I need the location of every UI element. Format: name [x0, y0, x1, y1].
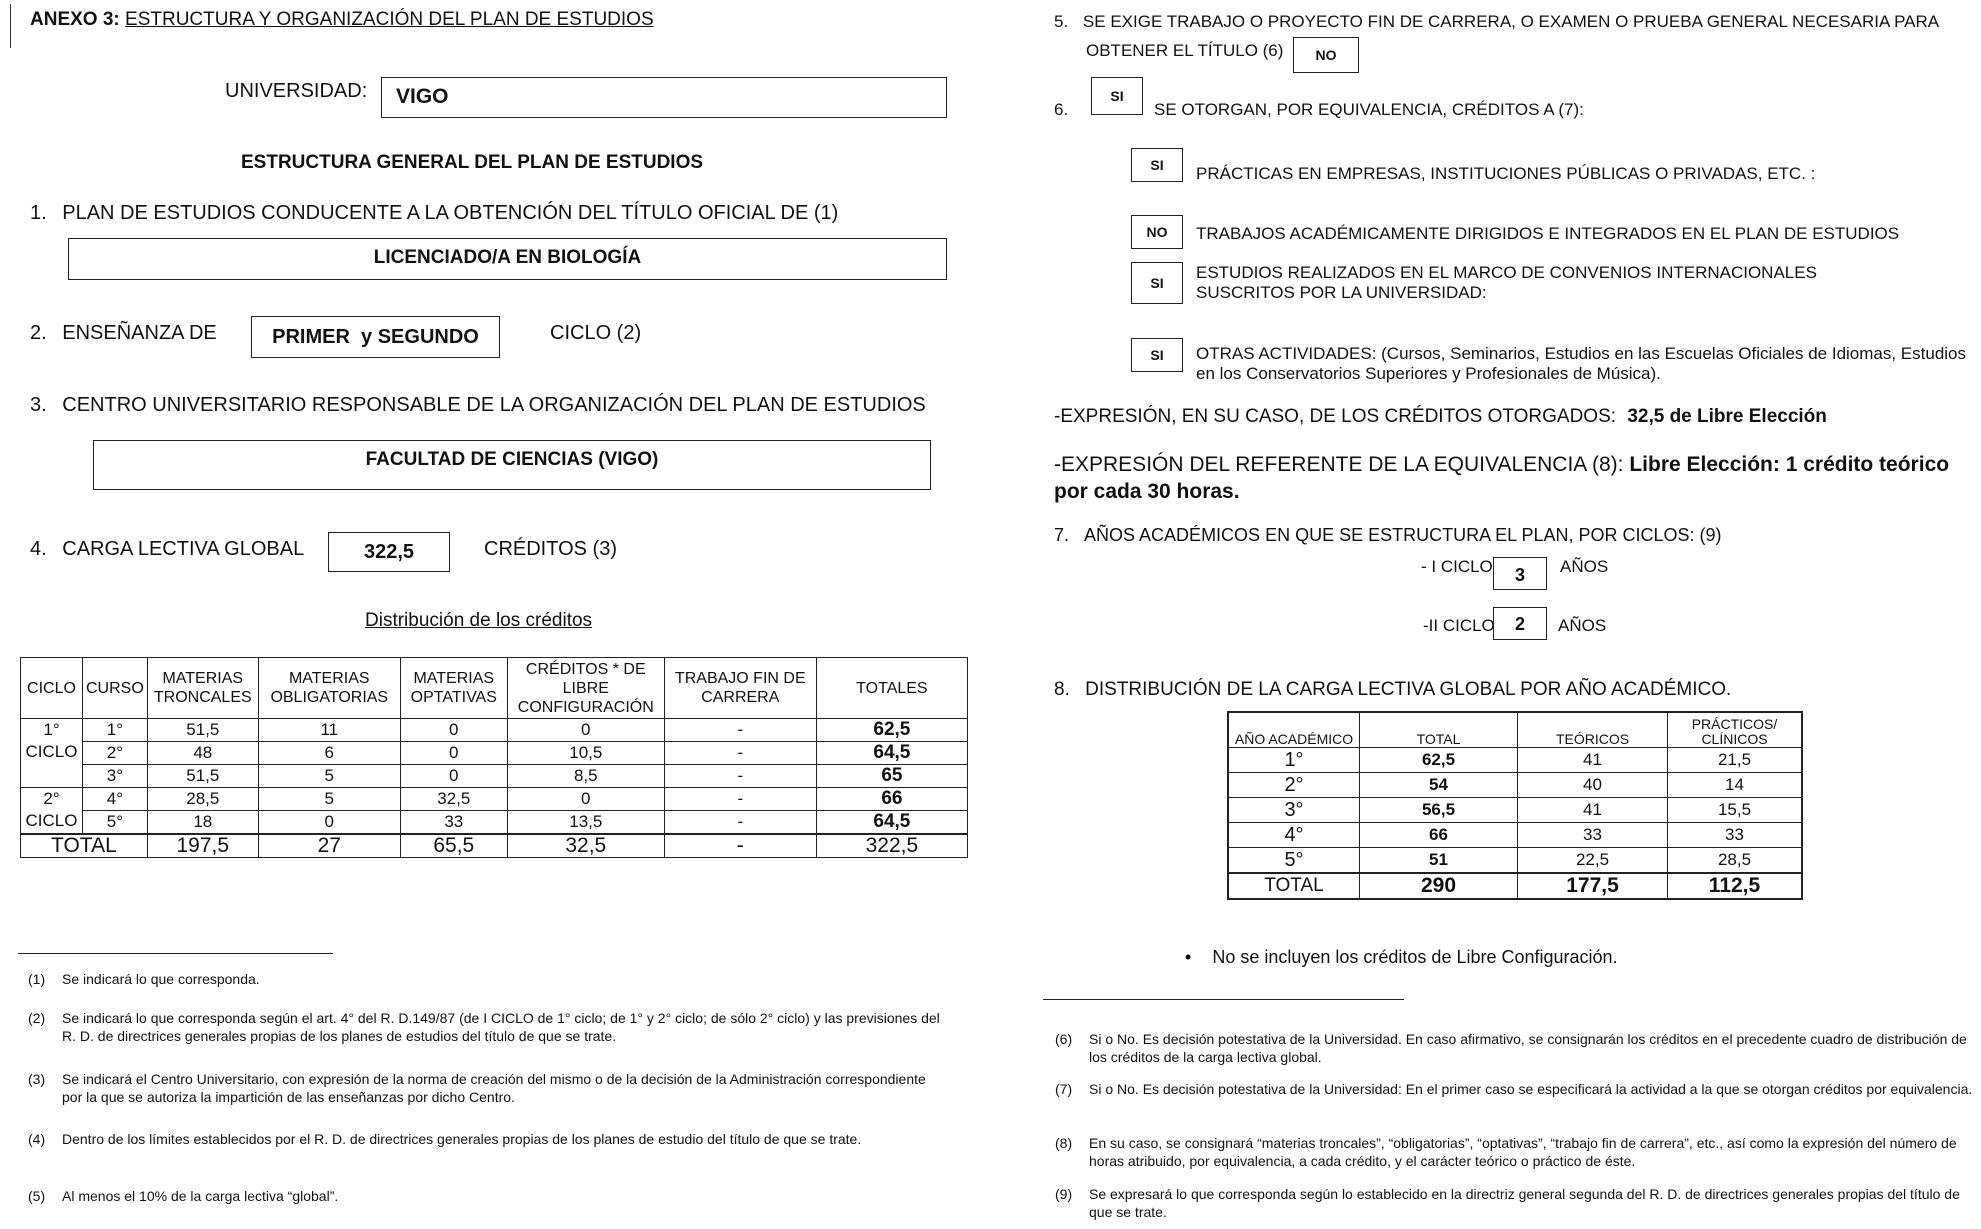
carga-por-ano-table [1227, 711, 1803, 900]
equivalencia-box: SI [1091, 77, 1143, 115]
obligatorias-cell: 6 [258, 742, 400, 765]
footnote-divider [18, 953, 333, 954]
footnote-num: (2) [28, 1010, 46, 1026]
annex-heading [30, 9, 654, 31]
item-8 [1054, 679, 1731, 701]
annex-heading-title: ESTRUCTURA Y ORGANIZACIÓN DEL PLAN DE ESTUDIOS [125, 9, 654, 30]
item-2-suffix: CICLO (2) [550, 322, 642, 344]
scan-mark [10, 4, 11, 48]
total-teoricos: 177,5 [1518, 873, 1668, 899]
expresion-creditos-value: 32,5 de Libre Elección [1627, 406, 1827, 427]
distribution-title: Distribución de los créditos [365, 610, 593, 631]
table-row [21, 742, 968, 765]
header-practicos: PRÁCTICOS/ CLÍNICOS [1668, 712, 1803, 747]
footnote-num: (1) [28, 971, 46, 987]
table-row [21, 811, 968, 835]
expresion-creditos-label: -EXPRESIÓN, EN SU CASO, DE LOS CRÉDITOS OTORGADOS: [1054, 406, 1617, 427]
table-row [1228, 822, 1802, 847]
universidad-value: VIGO [396, 85, 449, 108]
total-cell: 62,5 [816, 719, 967, 742]
total-cell: 62,5 [1360, 747, 1518, 772]
item-3 [30, 394, 926, 417]
table-total-row [1228, 873, 1802, 899]
expresion-referente [1054, 451, 1974, 505]
footnote-text: Al menos el 10% de la carga lectiva “global”. [62, 1188, 339, 1204]
trabajo-cell: - [664, 719, 816, 742]
curso-cell: 3° [83, 765, 148, 788]
troncales-cell: 28,5 [147, 788, 258, 811]
total-practicos: 112,5 [1668, 873, 1803, 899]
libre-cell: 10,5 [507, 742, 664, 765]
header-teoricos: TEÓRICOS [1518, 712, 1668, 747]
expresion-referente-label: -EXPRESIÓN DEL REFERENTE DE LA EQUIVALENCIA (8): [1054, 453, 1624, 476]
equiv-box-2: NO [1131, 215, 1183, 249]
optativas-cell: 0 [400, 719, 507, 742]
trabajo-fin-box: NO [1293, 37, 1359, 73]
table-row [1228, 797, 1802, 822]
practicos-cell: 28,5 [1668, 847, 1803, 873]
table-row [21, 765, 968, 788]
total-cell: 56,5 [1360, 797, 1518, 822]
equiv-text-4: OTRAS ACTIVIDADES: (Cursos, Seminarios, Estudios en las Escuelas Oficiales de Idiomas, Estudios en los Conservatorios Superiores y Profesionales de Música). [1196, 344, 1967, 383]
footnote-text: Se indicará lo que corresponda según el art. 4° del R. D.149/87 (de I CICLO de 1° ciclo; de 1° y 2° ciclo; de sólo 2° ciclo) y las previsiones del R. D. de directrices generales propias de los planes de estudios del título de que se trate. [62, 1010, 940, 1044]
equiv-text-2: TRABAJOS ACADÉMICAMENTE DIRIGIDOS E INTEGRADOS EN EL PLAN DE ESTUDIOS [1196, 224, 1900, 243]
teoricos-cell: 33 [1518, 822, 1668, 847]
total-totales: 322,5 [816, 834, 967, 858]
table-row [1228, 772, 1802, 797]
ciclo-1-anos-value: 3 [1514, 565, 1525, 585]
item-7-num: 7. [1054, 525, 1070, 545]
credit-distribution-table [20, 657, 968, 858]
item-3-num: 3. [30, 394, 47, 416]
footnote-text: Si o No. Es decisión potestativa de la Universidad. En caso afirmativo, se consignarán los créditos en el precedente cuadro de distribución de los créditos de la carga lectiva global. [1089, 1031, 1967, 1065]
ano-cell: 1° [1228, 747, 1360, 772]
trabajo-cell: - [664, 742, 816, 765]
practicos-cell: 33 [1668, 822, 1803, 847]
ciclo-value: PRIMER y SEGUNDO [272, 326, 479, 348]
ciclo-2-label: 2° CICLO [21, 788, 83, 835]
header-total: TOTAL [1360, 712, 1518, 747]
ano-cell: 4° [1228, 822, 1360, 847]
total-troncales: 197,5 [147, 834, 258, 858]
trabajo-cell: - [664, 765, 816, 788]
footnote-num: (7) [1055, 1081, 1073, 1097]
total-cell: 66 [1360, 822, 1518, 847]
item-8-text: DISTRIBUCIÓN DE LA CARGA LECTIVA GLOBAL POR AÑO ACADÉMICO. [1085, 679, 1732, 700]
troncales-cell: 18 [147, 811, 258, 835]
ciclo-2-anos-value: 2 [1514, 614, 1525, 634]
item-4-text: CARGA LECTIVA GLOBAL [62, 538, 305, 560]
total-cell: 51 [1360, 847, 1518, 873]
total-cell: 64,5 [816, 742, 967, 765]
trabajo-cell: - [664, 811, 816, 835]
centro-box [93, 440, 931, 490]
item-1 [30, 202, 838, 225]
bullet-icon: • [1185, 947, 1192, 967]
structure-title: ESTRUCTURA GENERAL DEL PLAN DE ESTUDIOS [241, 152, 704, 173]
annex-heading-prefix: ANEXO 3: [30, 9, 120, 30]
bullet-note-text: No se incluyen los créditos de Libre Configuración. [1212, 947, 1618, 967]
header-trabajo: TRABAJO FIN DE CARRERA [664, 658, 816, 719]
teoricos-cell: 41 [1518, 797, 1668, 822]
item-2-num: 2. [30, 322, 47, 344]
footnote-divider-right [1043, 999, 1404, 1000]
total-label: TOTAL [1228, 873, 1360, 899]
practicos-cell: 15,5 [1668, 797, 1803, 822]
item-5 [1054, 12, 1974, 32]
total-optativas: 65,5 [400, 834, 507, 858]
curso-cell: 2° [83, 742, 148, 765]
titulo-box [68, 238, 947, 280]
ciclo-2-label: -II CICLO [1423, 616, 1495, 635]
curso-cell: 5° [83, 811, 148, 835]
table-total-row [21, 834, 968, 858]
footnote-num: (9) [1055, 1186, 1073, 1202]
optativas-cell: 0 [400, 742, 507, 765]
item-2 [30, 322, 217, 345]
footnote-num: (6) [1055, 1031, 1073, 1047]
universidad-box [381, 77, 947, 118]
curso-cell: 4° [83, 788, 148, 811]
total-trabajo: - [664, 834, 816, 858]
item-4 [30, 538, 304, 561]
obligatorias-cell: 11 [258, 719, 400, 742]
header-ano: AÑO ACADÉMICO [1228, 712, 1360, 747]
footnote-text: Se indicará lo que corresponda. [62, 971, 260, 987]
libre-cell: 0 [507, 788, 664, 811]
item-1-num: 1. [30, 202, 47, 224]
teoricos-cell: 41 [1518, 747, 1668, 772]
item-6-text: SE OTORGAN, POR EQUIVALENCIA, CRÉDITOS A (7): [1154, 100, 1584, 119]
item-4-num: 4. [30, 538, 47, 560]
table-row [1228, 847, 1802, 873]
equiv-box-1: SI [1131, 148, 1183, 182]
teoricos-cell: 22,5 [1518, 847, 1668, 873]
footnote-num: (4) [28, 1131, 46, 1147]
total-cell: 54 [1360, 772, 1518, 797]
troncales-cell: 51,5 [147, 719, 258, 742]
optativas-cell: 32,5 [400, 788, 507, 811]
equiv-text-3: ESTUDIOS REALIZADOS EN EL MARCO DE CONVENIOS INTERNACIONALES SUSCRITOS POR LA UNIVERSIDAD: [1196, 263, 1817, 302]
item-3-text: CENTRO UNIVERSITARIO RESPONSABLE DE LA ORGANIZACIÓN DEL PLAN DE ESTUDIOS [62, 394, 926, 416]
libre-cell: 8,5 [507, 765, 664, 788]
practicos-cell: 21,5 [1668, 747, 1803, 772]
expresion-referente-value: Libre Elección: 1 crédito teórico por cada 30 horas. [1054, 453, 1950, 503]
footnote-text: Si o No. Es decisión potestativa de la Universidad: En el primer caso se especificará la actividad a la que se otorgan créditos por equivalencia. [1089, 1081, 1973, 1097]
item-4-suffix: CRÉDITOS (3) [484, 538, 617, 560]
item-2-text: ENSEÑANZA DE [62, 322, 217, 344]
table-row [1228, 747, 1802, 772]
footnote-num: (3) [28, 1071, 46, 1087]
titulo-value: LICENCIADO/A EN BIOLOGÍA [373, 247, 642, 268]
total-obligatorias: 27 [258, 834, 400, 858]
item-5-num: 5. [1054, 12, 1069, 31]
total-cell: 65 [816, 765, 967, 788]
footnote-text: Se expresará lo que corresponda según lo establecido en la directriz general segunda del R. D. de directrices generales propias del título de que se trate. [1089, 1186, 1960, 1220]
centro-value: FACULTAD DE CIENCIAS (VIGO) [365, 449, 659, 470]
footnote-num: (8) [1055, 1135, 1073, 1151]
table-row [21, 719, 968, 742]
item-5-text: SE EXIGE TRABAJO O PROYECTO FIN DE CARRERA, O EXAMEN O PRUEBA GENERAL NECESARIA PARA [1082, 12, 1940, 31]
expresion-creditos [1054, 406, 1827, 428]
item-5-text-line2: OBTENER EL TÍTULO (6) [1086, 41, 1284, 60]
header-optativas: MATERIAS OPTATIVAS [400, 658, 507, 719]
header-obligatorias: MATERIAS OBLIGATORIAS [258, 658, 400, 719]
total-cell: 64,5 [816, 811, 967, 835]
ciclo-1-anos-label: AÑOS [1560, 557, 1609, 576]
troncales-cell: 48 [147, 742, 258, 765]
equiv-box-4: SI [1131, 338, 1183, 372]
item-7 [1054, 525, 1722, 546]
total-cell: 66 [816, 788, 967, 811]
footnote-text: Dentro de los límites establecidos por el R. D. de directrices generales propias de los planes de estudio del título de que se trate. [62, 1131, 862, 1147]
table-row [21, 788, 968, 811]
obligatorias-cell: 5 [258, 765, 400, 788]
bullet-note [1185, 947, 1618, 968]
trabajo-cell: - [664, 788, 816, 811]
ciclo-2-anos-label: AÑOS [1558, 616, 1607, 635]
header-libre: CRÉDITOS * DE LIBRE CONFIGURACIÓN [507, 658, 664, 719]
total-label: TOTAL [21, 834, 148, 858]
footnote-text: Se indicará el Centro Universitario, con expresión de la norma de creación del mismo o de la decisión de la Administración correspondiente por la que se autoriza la impartición de las enseñanzas por dicho Centro. [62, 1071, 926, 1105]
item-1-text: PLAN DE ESTUDIOS CONDUCENTE A LA OBTENCIÓN DEL TÍTULO OFICIAL DE (1) [62, 202, 839, 224]
universidad-label: UNIVERSIDAD: [225, 80, 368, 102]
footnote-text: En su caso, se consignará “materias troncales”, “obligatorias”, “optativas”, “trabajo fin de carrera”, etc., así como la expresión del número de horas atribuido, por equivalencia, a cada crédito, y el carácter teórico o práctico de éste. [1089, 1135, 1957, 1169]
item-6-num: 6. [1054, 100, 1069, 119]
header-curso: CURSO [83, 658, 148, 719]
troncales-cell: 51,5 [147, 765, 258, 788]
ano-cell: 3° [1228, 797, 1360, 822]
total-libre: 32,5 [507, 834, 664, 858]
ano-cell: 2° [1228, 772, 1360, 797]
header-totales: TOTALES [816, 658, 967, 719]
ciclo-box [251, 316, 500, 358]
item-7-text: AÑOS ACADÉMICOS EN QUE SE ESTRUCTURA EL PLAN, POR CICLOS: (9) [1084, 525, 1722, 545]
carga-global-value: 322,5 [363, 541, 415, 563]
carga-global-box [328, 532, 450, 572]
practicos-cell: 14 [1668, 772, 1803, 797]
total-total: 290 [1360, 873, 1518, 899]
obligatorias-cell: 0 [258, 811, 400, 835]
curso-cell: 1° [83, 719, 148, 742]
item-8-num: 8. [1054, 679, 1070, 700]
equiv-text-1: PRÁCTICAS EN EMPRESAS, INSTITUCIONES PÚBLICAS O PRIVADAS, ETC. : [1196, 164, 1816, 183]
teoricos-cell: 40 [1518, 772, 1668, 797]
ciclo-1-anos-box [1493, 557, 1547, 590]
obligatorias-cell: 5 [258, 788, 400, 811]
ciclo-1-label: - I CICLO [1421, 557, 1493, 576]
libre-cell: 0 [507, 719, 664, 742]
optativas-cell: 33 [400, 811, 507, 835]
ciclo-2-anos-box [1493, 607, 1547, 640]
header-ciclo: CICLO [21, 658, 83, 719]
header-troncales: MATERIAS TRONCALES [147, 658, 258, 719]
optativas-cell: 0 [400, 765, 507, 788]
ano-cell: 5° [1228, 847, 1360, 873]
footnote-num: (5) [28, 1188, 46, 1204]
libre-cell: 13,5 [507, 811, 664, 835]
equiv-box-3: SI [1131, 262, 1183, 304]
ciclo-1-label: 1° CICLO [21, 719, 83, 788]
